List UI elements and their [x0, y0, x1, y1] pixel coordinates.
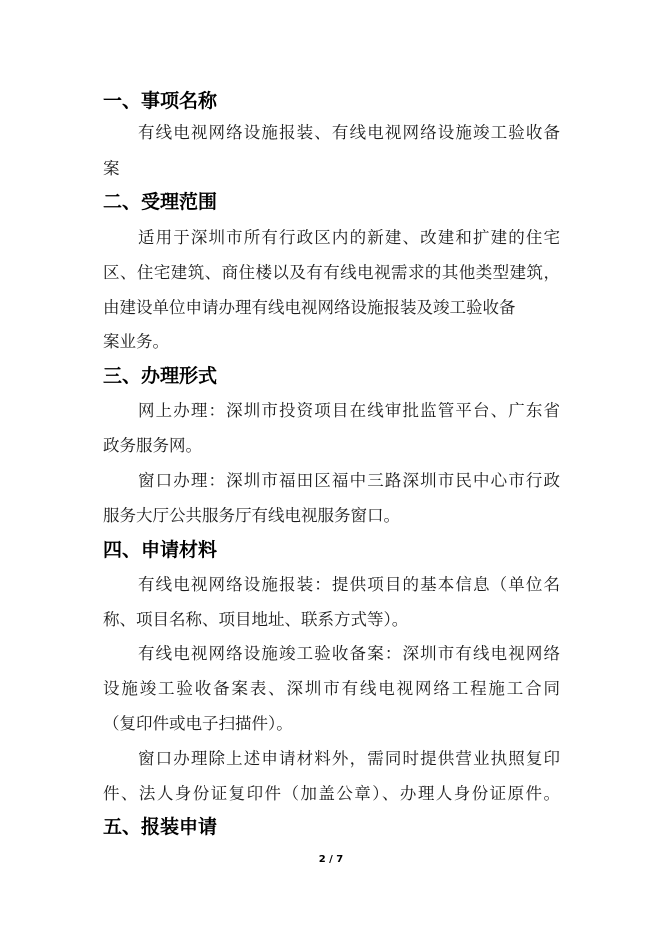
- section-heading-item-name: 一、事项名称: [103, 90, 218, 112]
- paragraph-line: 服务大厅公共服务厅有线电视服务窗口。: [103, 506, 400, 525]
- paragraph-line: 窗口办理除上述申请材料外，需同时提供营业执照复印: [138, 749, 560, 768]
- paragraph-line: 件、法人身份证复印件（加盖公章）、办理人身份证原件。: [103, 784, 560, 803]
- section-heading-scope: 二、受理范围: [103, 191, 218, 213]
- paragraph-line: 由建设单位申请办理有线电视网络设施报装及竣工验收备: [103, 298, 516, 317]
- paragraph-line: （复印件或电子扫描件）。: [103, 714, 293, 733]
- section-heading-application: 五、报装申请: [103, 816, 218, 838]
- paragraph-line: 称、项目名称、项目地址、联系方式等）。: [103, 610, 409, 629]
- paragraph-line: 窗口办理：深圳市福田区福中三路深圳市民中心市行政: [138, 471, 560, 490]
- paragraph-line: 区、住宅建筑、商住楼以及有有线电视需求的其他类型建筑，: [103, 263, 560, 282]
- paragraph-line: 有线电视网络设施竣工验收备案：深圳市有线电视网络: [138, 644, 560, 663]
- section-heading-form: 三、办理形式: [103, 365, 218, 387]
- paragraph-line: 案业务。: [103, 332, 169, 351]
- paragraph-line: 适用于深圳市所有行政区内的新建、改建和扩建的住宅: [138, 228, 560, 247]
- section-heading-materials: 四、申请材料: [103, 539, 218, 561]
- paragraph-line: 网上办理：深圳市投资项目在线审批监管平台、广东省: [138, 401, 560, 420]
- paragraph-line: 政务服务网。: [103, 436, 202, 455]
- paragraph-line: 设施竣工验收备案表、深圳市有线电视网络工程施工合同: [103, 679, 560, 698]
- paragraph-line: 案: [103, 159, 120, 178]
- paragraph-line: 有线电视网络设施报装：提供项目的基本信息（单位名: [138, 575, 560, 594]
- paragraph-line: 有线电视网络设施报装、有线电视网络设施竣工验收备: [138, 123, 560, 142]
- page-number: 2 / 7: [318, 854, 344, 865]
